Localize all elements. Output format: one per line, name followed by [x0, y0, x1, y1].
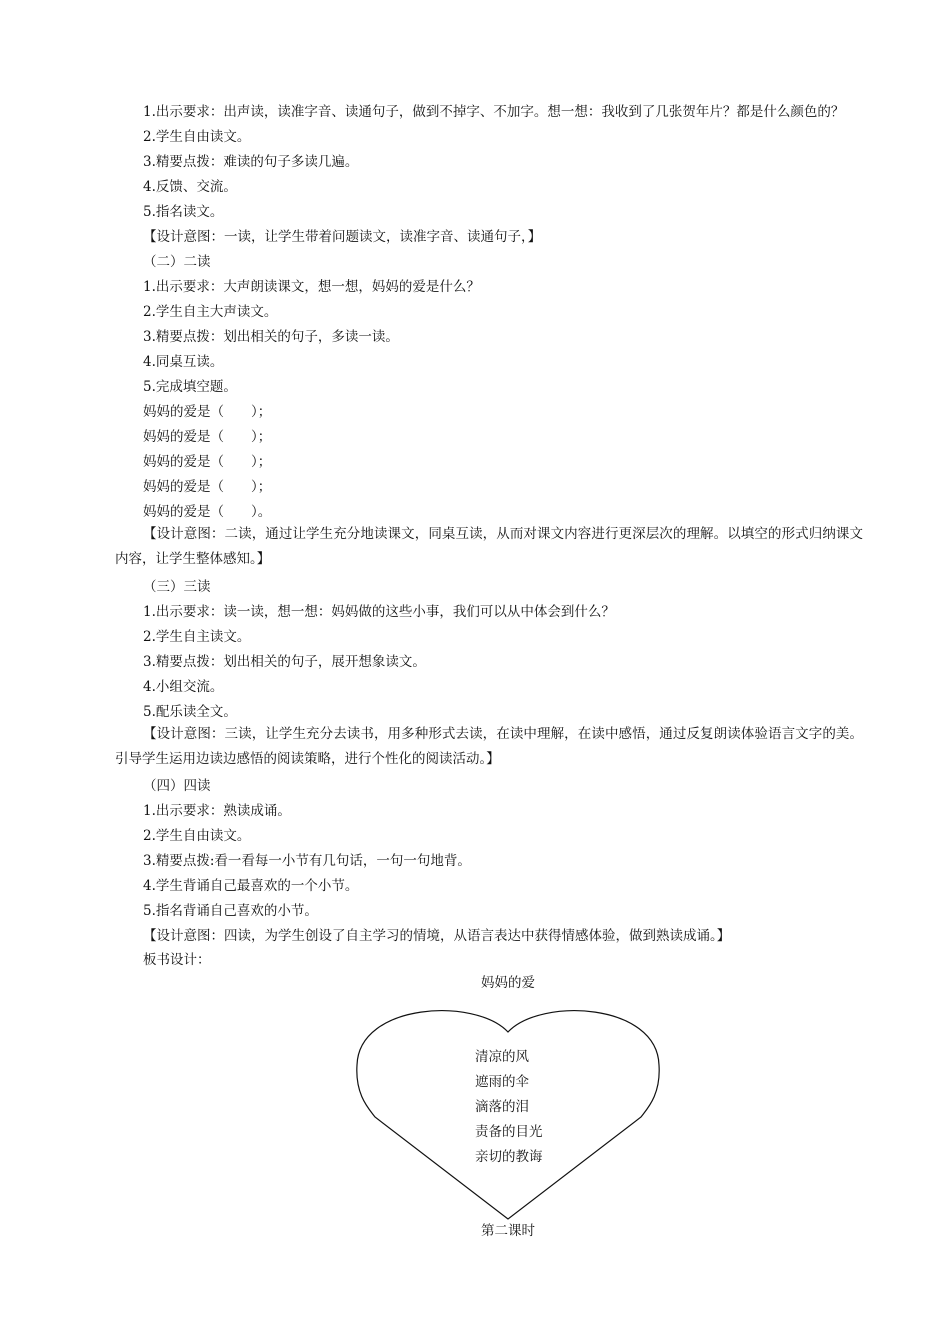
list-item: 3.精要点拨:看一看每一小节有几句话，一句一句地背。	[143, 853, 471, 869]
list-item: 2.学生自主读文。	[143, 629, 251, 645]
list-item: 5.指名读文。	[143, 204, 224, 220]
board-title: 妈妈的爱	[481, 975, 535, 991]
list-item: 4.同桌互读。	[143, 354, 224, 370]
list-item: 2.学生自由读文。	[143, 828, 251, 844]
fill-blank-line: 妈妈的爱是（ ）；	[143, 404, 272, 420]
list-item: 1.出示要求：大声朗读课文，想一想，妈妈的爱是什么？	[143, 279, 480, 295]
list-item: 1.出示要求：出声读，读准字音、读通句子，做到不掉字、不加字。想一想：我收到了几张贺年片？都是什么颜色的？	[143, 104, 845, 120]
board-design-label: 板书设计：	[143, 952, 211, 968]
list-item: 3.精要点拨：划出相关的句子，展开想象读文。	[143, 654, 426, 670]
design-intent: 【设计意图：一读，让学生带着问题读文，读准字音、读通句子，】	[143, 229, 542, 245]
board-line: 遮雨的伞	[475, 1074, 529, 1090]
section-heading: （二）二读	[143, 254, 211, 270]
design-intent: 【设计意图：二读，通过让学生充分地读课文，同桌互读，从而对课文内容进行更深层次的理解。以填空的形式归纳课文内容，让学生整体感知。】	[115, 526, 863, 567]
list-item: 4.小组交流。	[143, 679, 224, 695]
list-item: 2.学生自主大声读文。	[143, 304, 278, 320]
design-intent: 【设计意图：三读，让学生充分去读书，用多种形式去读，在读中理解，在读中感悟，通过反复朗读体验语言文字的美。引导学生运用边读边感悟的阅读策略，进行个性化的阅读活动。】	[115, 726, 863, 767]
list-item: 3.精要点拨：划出相关的句子，多读一读。	[143, 329, 399, 345]
fill-blank-line: 妈妈的爱是（ ）；	[143, 429, 272, 445]
list-item: 5.配乐读全文。	[143, 704, 237, 720]
lesson-period-heading: 第二课时	[481, 1223, 535, 1239]
design-intent: 【设计意图：四读，为学生创设了自主学习的情境，从语言表达中获得情感体验，做到熟读成诵。】	[143, 928, 731, 944]
section-heading: （三）三读	[143, 579, 211, 595]
fill-blank-line: 妈妈的爱是（ ）；	[143, 454, 272, 470]
list-item: 1.出示要求：读一读，想一想：妈妈做的这些小事，我们可以从中体会到什么？	[143, 604, 615, 620]
board-line: 亲切的教诲	[475, 1149, 543, 1165]
list-item: 5.指名背诵自己喜欢的小节。	[143, 903, 318, 919]
list-item: 4.学生背诵自己最喜欢的一个小节。	[143, 878, 359, 894]
section-heading: （四）四读	[143, 778, 211, 794]
fill-blank-line: 妈妈的爱是（ ）。	[143, 504, 272, 520]
board-line: 责备的目光	[475, 1124, 543, 1140]
list-item: 5.完成填空题。	[143, 379, 237, 395]
board-line: 清凉的风	[475, 1049, 529, 1065]
list-item: 4.反馈、交流。	[143, 179, 237, 195]
board-line: 滴落的泪	[475, 1099, 529, 1115]
list-item: 2.学生自由读文。	[143, 129, 251, 145]
fill-blank-line: 妈妈的爱是（ ）；	[143, 479, 272, 495]
list-item: 1.出示要求：熟读成诵。	[143, 803, 291, 819]
list-item: 3.精要点拨：难读的句子多读几遍。	[143, 154, 359, 170]
